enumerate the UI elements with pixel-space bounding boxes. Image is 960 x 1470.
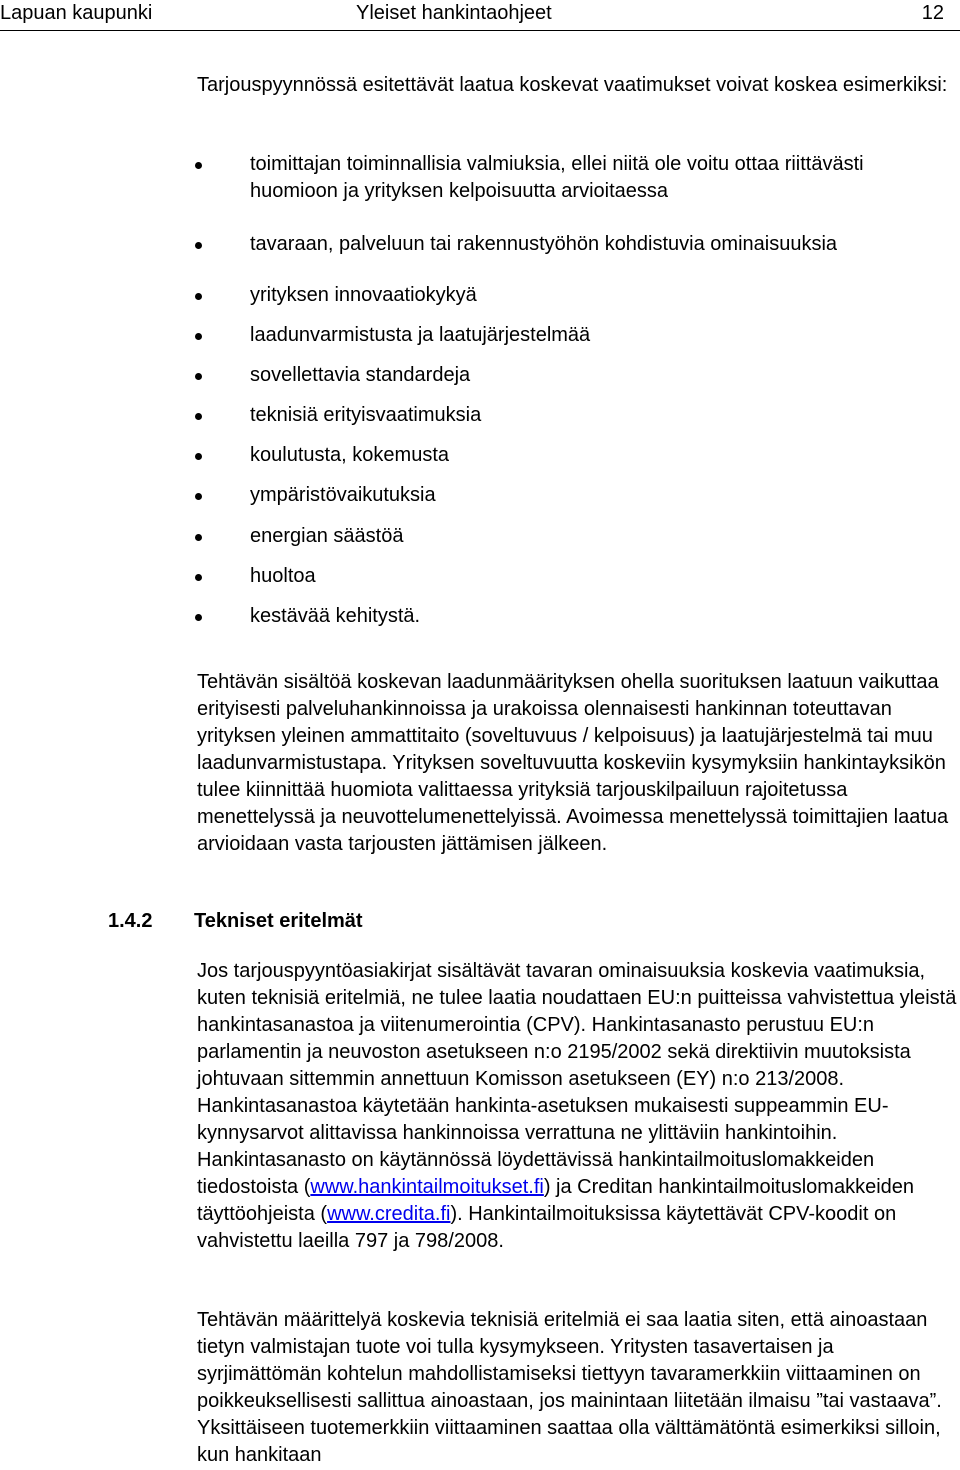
bullet-icon: [195, 534, 202, 541]
bullet-icon: [195, 614, 202, 621]
list-item-text: laadunvarmistusta ja laatujärjestelmää: [250, 324, 591, 346]
paragraph-text: ) ja Creditan hankintailmoituslomakkeiden täyttöohjeista (: [197, 1176, 915, 1225]
header-document-title: Yleiset hankintaohjeet: [356, 2, 552, 24]
list-item-text: koulutusta, kokemusta: [250, 444, 449, 466]
specification-rules-paragraph: Tehtävän määrittelyä koskevia teknisiä eritelmiä ei saa laatia siten, että ainoastaan tietyn valmistajan tuote voi tulla kysymykseen. Yritysten tasavertaisen ja syrjimättömän kohtelun mahdollistamiseksi tiettyyn tavaramerkkiin viittaaminen on poikkeuksellisesti sallittua ainoastaan, jos mainintaan liitetään ilmaisu ”tai vastaava”. Yksittäiseen tuotemerkkiin viittaaminen saattaa olla välttämätöntä esimerkiksi silloin, kun hankitaan: [197, 1309, 942, 1466]
bullet-icon: [195, 574, 202, 581]
bullet-icon: [195, 373, 202, 380]
paragraph-text: ). Hankintailmoituksissa käytettävät CPV-koodit on vahvistettu laeilla 797 ja 798/2008.: [197, 1203, 897, 1252]
list-item-text: tavaraan, palveluun tai rakennustyöhön kohdistuvia ominaisuuksia: [250, 233, 838, 255]
section-heading: [108, 908, 363, 935]
intro-paragraph: Tarjouspyynnössä esitettävät laatua koskevat vaatimukset voivat koskea esimerkiksi:: [197, 74, 948, 96]
technical-specs-paragraph: [197, 958, 957, 1255]
list-item-text: kestävää kehitystä.: [250, 605, 421, 627]
list-item-text: teknisiä erityisvaatimuksia: [250, 404, 482, 426]
bullet-icon: [195, 333, 202, 340]
section-number: 1.4.2: [108, 910, 153, 932]
list-item-text: huoltoa: [250, 565, 316, 587]
bullet-icon: [195, 493, 202, 500]
credita-link[interactable]: www.credita.fi: [327, 1203, 451, 1225]
header-organization: Lapuan kaupunki: [0, 2, 153, 24]
list-item-text: toimittajan toiminnallisia valmiuksia, ellei niitä ole voitu ottaa riittävästi huomioon ja yrityksen kelpoisuutta arvioitaessa: [250, 153, 864, 202]
list-item-text: sovellettavia standardeja: [250, 364, 471, 386]
bullet-icon: [195, 162, 202, 169]
list-item-text: ympäristövaikutuksia: [250, 484, 436, 506]
section-title: Tekniset eritelmät: [194, 910, 363, 932]
header-page-number: 12: [921, 2, 944, 24]
list-item-text: energian säästöä: [250, 525, 404, 547]
quality-paragraph: Tehtävän sisältöä koskevan laadunmäärityksen ohella suorituksen laatuun vaikuttaa erityisesti palveluhankinnoissa ja urakoissa olennaisesti hankinnan toteuttavan yrityksen yleinen ammattitaito (soveltuvuus / kelpoisuus) ja laatujärjestelmä tai muu laadunvarmistustapa. Yrityksen soveltuvuutta koskeviin kysymyksiin hankintayksikön tulee kiinnittää huomiota valittaessa yrityksiä tarjouskilpailuun rajoitetussa menettelyssä ja neuvottelumenettelyissä. Avoimessa menettelyssä toimittajien laatua arvioidaan vasta tarjousten jättämisen jälkeen.: [197, 671, 949, 855]
bullet-icon: [195, 293, 202, 300]
page-header: [0, 0, 960, 31]
paragraph-text: Jos tarjouspyyntöasiakirjat sisältävät tavaran ominaisuuksia koskevia vaatimuksia, kuten teknisiä eritelmiä, ne tulee laatia noudattaen EU:n puitteissa vahvistettua yleistä hankintasanastoa ja viitenumerointia (CPV). Hankintasanasto perustuu EU:n parlamentin ja neuvoston asetukseen n:o 2195/2002 sekä direktiivin muutoksista johtuvaan sittemmin annettuun Komisson asetukseen (EY) n:o 213/2008. Hankintasanastoa käytetään hankinta-asetuksen mukaisesti suppeammin EU-kynnysarvot alittavissa hankinnoissa verrattuna ne ylittäviin hankintoihin. Hankintasanasto on käytännössä löydettävissä hankintailmoituslomakkeiden tiedostoista (: [197, 960, 957, 1198]
hankintailmoitukset-link[interactable]: www.hankintailmoitukset.fi: [310, 1176, 544, 1198]
bullet-icon: [195, 453, 202, 460]
bullet-icon: [195, 413, 202, 420]
list-item: [0, 151, 960, 205]
bullet-icon: [195, 242, 202, 249]
list-item-text: yrityksen innovaatiokykyä: [250, 284, 477, 306]
